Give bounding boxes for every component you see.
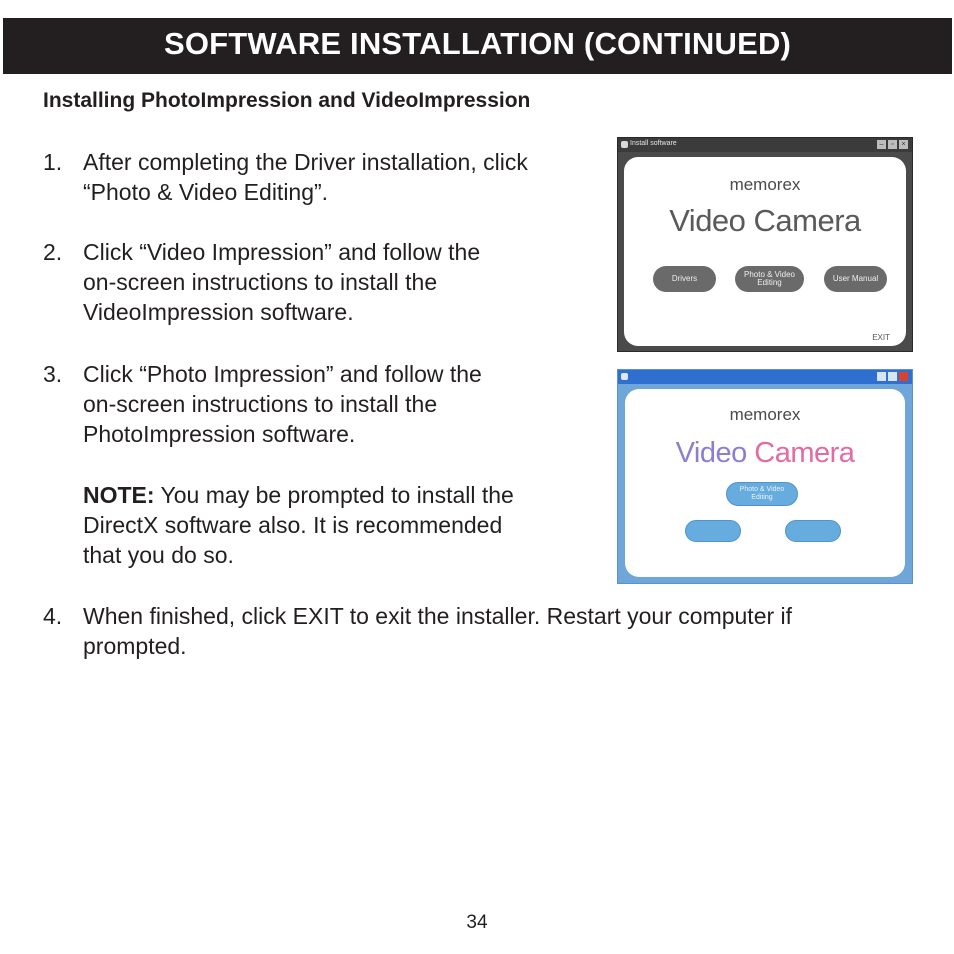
exit-button[interactable]: EXIT	[872, 333, 890, 342]
note-block: NOTE: You may be prompted to install the DirectX software also. It is recommended that you do so.	[83, 482, 514, 568]
minimize-icon[interactable]	[877, 372, 886, 381]
step-number: 4.	[43, 603, 63, 629]
step-text: Click “Video Impression” and follow the on-screen instructions to install the VideoImpression software.	[83, 239, 481, 325]
section-heading: Installing PhotoImpression and VideoImpression	[43, 89, 531, 112]
brand-logo: memorex	[729, 175, 801, 194]
window-title: Install software	[630, 140, 677, 147]
photo-video-editing-button[interactable]: Photo & Video Editing	[735, 266, 804, 292]
product-title: Video Camera	[675, 437, 855, 469]
step-number: 2.	[43, 239, 63, 265]
photo-impression-button[interactable]	[785, 520, 841, 542]
video-impression-button[interactable]	[685, 520, 741, 542]
step-number: 1.	[43, 149, 63, 175]
app-icon	[621, 373, 628, 380]
page-header: SOFTWARE INSTALLATION (CONTINUED)	[3, 18, 952, 74]
window-controls	[877, 372, 908, 381]
window-titlebar	[618, 370, 912, 384]
close-icon[interactable]: ×	[899, 140, 908, 149]
window-titlebar	[618, 138, 912, 152]
step-number: 3.	[43, 361, 63, 387]
app-icon	[621, 141, 628, 148]
user-manual-button[interactable]: User Manual	[824, 266, 887, 292]
page-number: 34	[466, 912, 488, 933]
maximize-icon[interactable]	[888, 372, 897, 381]
window-controls	[877, 140, 908, 149]
photo-video-editing-button[interactable]: Photo & Video Editing	[726, 482, 798, 506]
minimize-icon[interactable]: –	[877, 140, 886, 149]
drivers-button[interactable]: Drivers	[653, 266, 716, 292]
close-icon[interactable]	[899, 372, 908, 381]
note-label: NOTE:	[83, 482, 155, 508]
installer-panel	[625, 389, 905, 577]
installer-screenshot-editing	[617, 369, 913, 584]
product-title: Video Camera	[669, 203, 861, 238]
brand-logo: memorex	[729, 405, 801, 424]
step-text: When finished, click EXIT to exit the installer. Restart your computer if prompted.	[83, 603, 793, 659]
step-text: After completing the Driver installation, click “Photo & Video Editing”.	[83, 149, 528, 205]
step-text: Click “Photo Impression” and follow the on-screen instructions to install the PhotoImpression software.	[83, 361, 482, 447]
installer-panel	[624, 157, 906, 346]
installer-screenshot-main	[617, 137, 913, 352]
restore-icon[interactable]: ▫	[888, 140, 897, 149]
